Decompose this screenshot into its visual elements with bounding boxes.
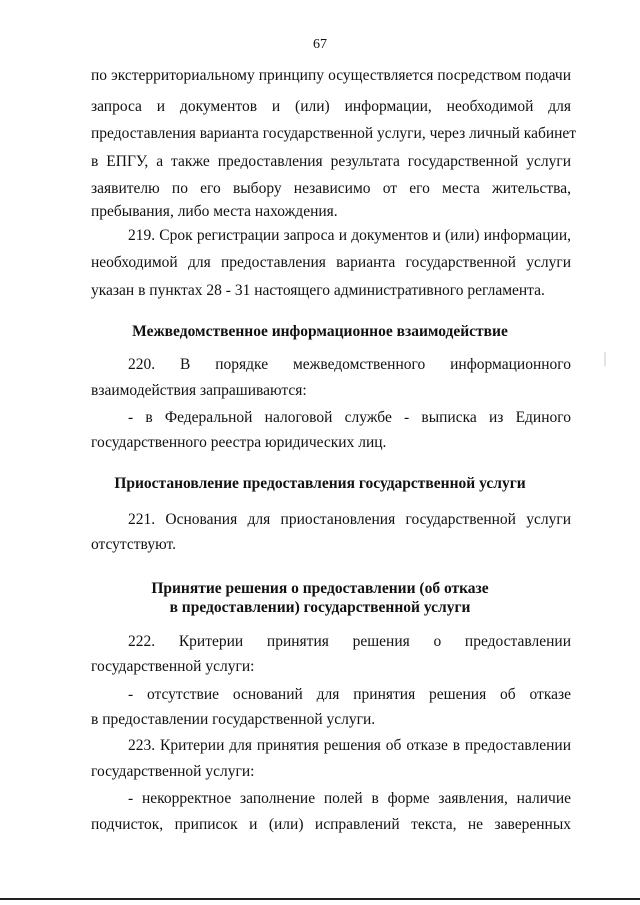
section-heading: Принятие решения о предоставлении (об отказе <box>151 580 489 597</box>
text-line: 221. Основания для приостановления государственной услуги <box>128 511 571 528</box>
text-line: государственной услуги: <box>91 658 255 675</box>
text-line: государственного реестра юридических лиц. <box>91 434 387 451</box>
text-line: 222. Критерии принятия решения о предоставлении <box>128 633 571 650</box>
text-line: в предоставлении государственной услуги. <box>91 711 376 728</box>
scan-artifact <box>604 352 606 366</box>
text-line: - в Федеральной налоговой службе - выписка из Единого <box>128 409 571 426</box>
text-line: в ЕПГУ, а также предоставления результата государственной услуги <box>91 153 571 170</box>
bottom-edge <box>0 898 640 900</box>
page-number: 67 <box>313 37 327 52</box>
section-heading: в предоставлении) государственной услуги <box>169 599 471 616</box>
text-line: отсутствуют. <box>91 536 176 553</box>
text-line: - некорректное заполнение полей в форме заявления, наличие <box>128 790 571 807</box>
text-line: 219. Срок регистрации запроса и документов и (или) информации, <box>128 227 571 244</box>
text-line: запроса и документов и (или) информации, необходимой для <box>91 98 571 115</box>
text-line: 223. Критерии для принятия решения об отказе в предоставлении <box>128 737 571 754</box>
text-line: подчисток, приписок и (или) исправлений текста, не заверенных <box>91 816 571 833</box>
text-line: предоставления варианта государственной услуги, через личный кабинет <box>91 125 577 142</box>
text-line: заявителю по его выбору независимо от его места жительства, <box>91 180 571 197</box>
text-line: необходимой для предоставления варианта государственной услуги <box>91 254 571 271</box>
text-line: взаимодействия запрашиваются: <box>91 382 307 399</box>
section-heading: Приостановление предоставления государственной услуги <box>114 475 526 492</box>
text-line: указан в пунктах 28 - 31 настоящего административного регламента. <box>91 282 545 299</box>
text-line: 220. В порядке межведомственного информационного <box>128 356 571 373</box>
text-line: по экстерриториальному принципу осуществляется посредством подачи <box>91 67 571 84</box>
text-line: государственной услуги: <box>91 763 255 780</box>
text-line: - отсутствие оснований для принятия решения об отказе <box>128 686 571 703</box>
text-line: пребывания, либо места нахождения. <box>91 203 338 220</box>
section-heading: Межведомственное информационное взаимодействие <box>132 323 508 340</box>
